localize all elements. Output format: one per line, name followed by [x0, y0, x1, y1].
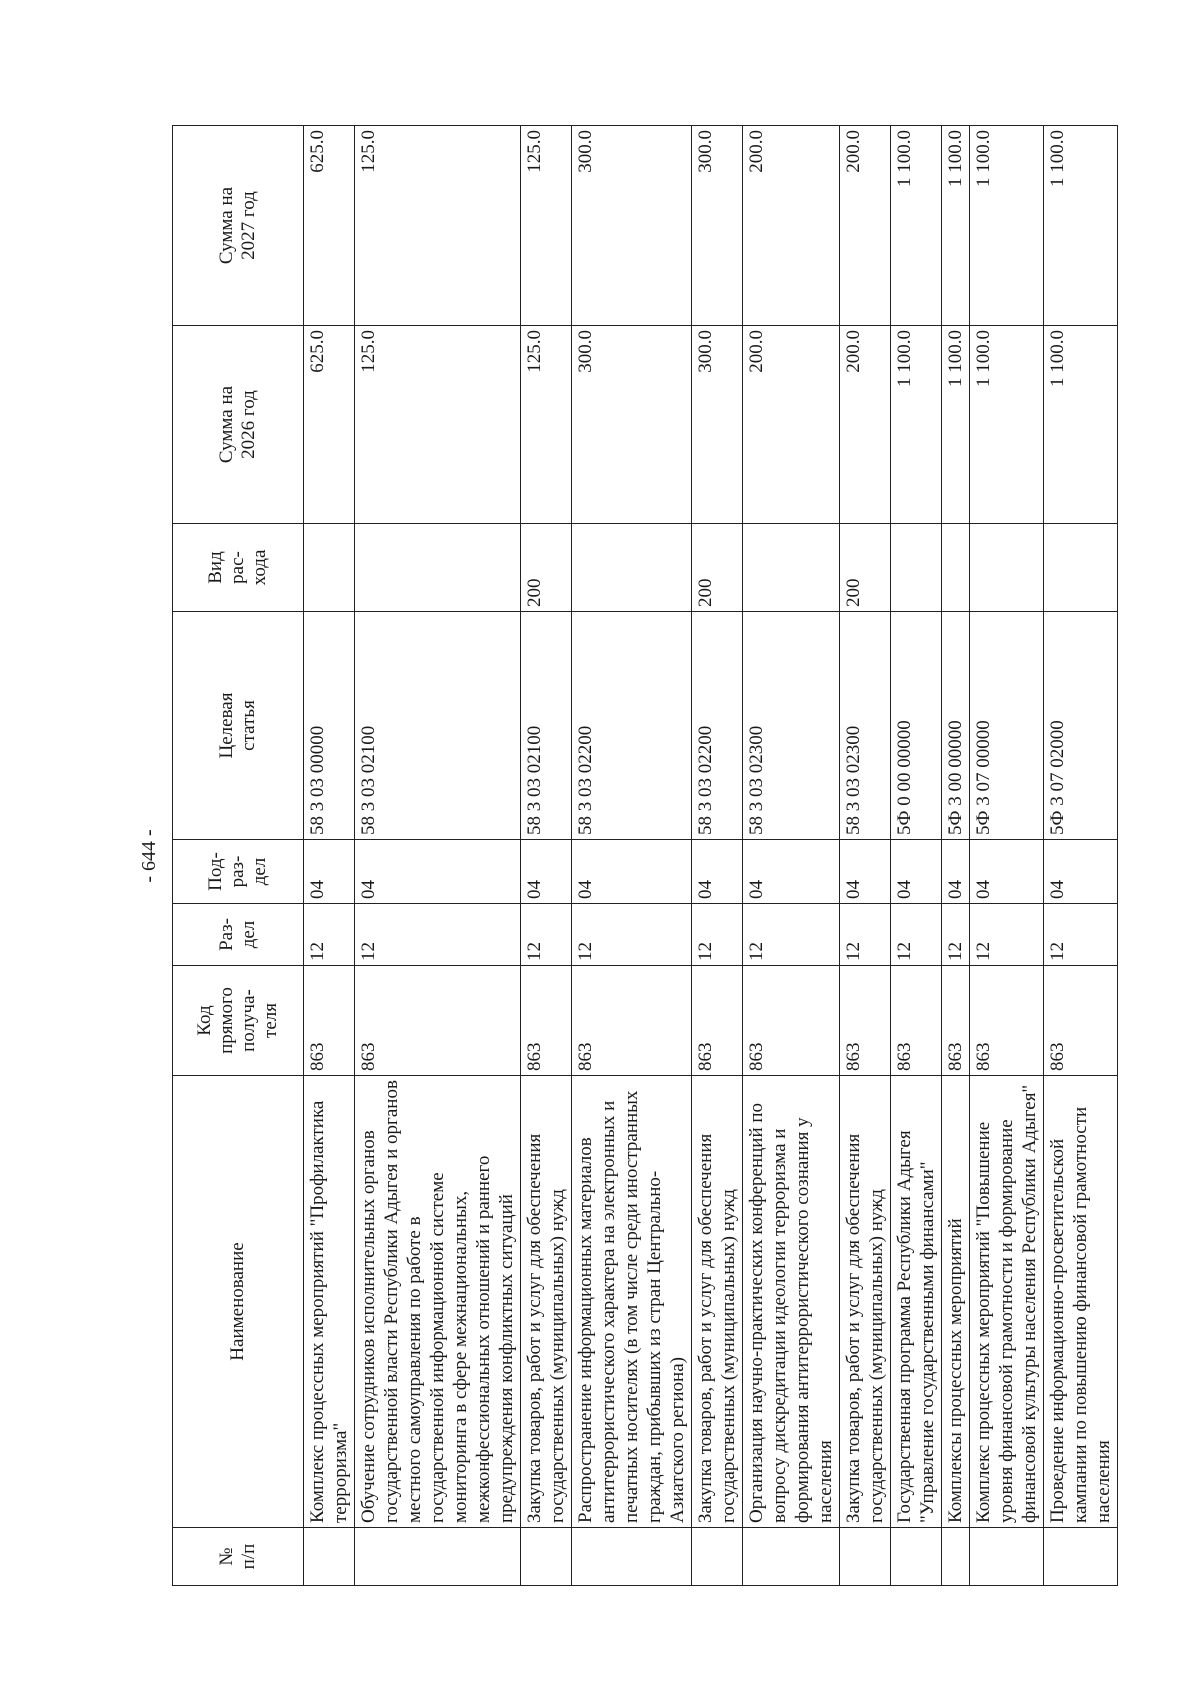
- cell-expense-type: [970, 524, 1044, 612]
- table-row: [840, 126, 891, 1586]
- table-body: [304, 126, 1118, 1586]
- cell-recipient-code: 863: [743, 966, 840, 1076]
- cell-sum-2026: 300.0: [692, 326, 743, 524]
- cell-sum-2026: 1 100.0: [1044, 326, 1118, 524]
- header-line: №: [216, 1547, 237, 1566]
- cell-target-article: 58 3 03 02300: [743, 612, 840, 840]
- cell-section: 12: [942, 904, 970, 966]
- table-row: [942, 126, 970, 1586]
- cell-section: 12: [1044, 904, 1118, 966]
- cell-sum-2027: 125.0: [355, 126, 521, 326]
- cell-name: Закупка товаров, работ и услуг для обеспечения государственных (муниципальных) нужд: [840, 1076, 891, 1528]
- cell-name: Проведение информационно-просветительской кампании по повышению финансовой грамотности населения: [1044, 1076, 1118, 1528]
- header-line: п/п: [238, 1543, 259, 1570]
- cell-sum-2026: 1 100.0: [942, 326, 970, 524]
- cell-section: 12: [743, 904, 840, 966]
- cell-expense-type: 200: [521, 524, 572, 612]
- header-line: Вид: [205, 551, 226, 584]
- header-line: Целевая: [216, 692, 237, 759]
- cell-subsection: 04: [840, 840, 891, 904]
- cell-sum-2027: 1 100.0: [942, 126, 970, 326]
- cell-subsection: 04: [355, 840, 521, 904]
- cell-sum-2027: 625.0: [304, 126, 355, 326]
- header-line: Раз-: [216, 918, 237, 951]
- cell-recipient-code: 863: [1044, 966, 1118, 1076]
- header-subsection: [173, 840, 304, 904]
- cell-expense-type: [743, 524, 840, 612]
- cell-num: [572, 1528, 692, 1586]
- header-sum2027: [173, 126, 304, 326]
- cell-name: Комплексы процессных мероприятий: [942, 1076, 970, 1528]
- table-row: [355, 126, 521, 1586]
- header-line: 2026 год: [238, 390, 259, 459]
- header-num: [173, 1528, 304, 1586]
- cell-sum-2026: 200.0: [743, 326, 840, 524]
- cell-sum-2027: 1 100.0: [1044, 126, 1118, 326]
- cell-target-article: 5Ф 0 00 00000: [891, 612, 942, 840]
- header-line: прямого: [216, 987, 237, 1054]
- header-line: 2027 год: [238, 191, 259, 260]
- cell-sum-2027: 1 100.0: [970, 126, 1044, 326]
- header-line: статья: [238, 700, 259, 751]
- cell-num: [743, 1528, 840, 1586]
- cell-target-article: 5Ф 3 00 00000: [942, 612, 970, 840]
- cell-subsection: 04: [743, 840, 840, 904]
- cell-subsection: 04: [942, 840, 970, 904]
- cell-subsection: 04: [521, 840, 572, 904]
- cell-sum-2026: 1 100.0: [970, 326, 1044, 524]
- cell-section: 12: [692, 904, 743, 966]
- header-line: дел: [238, 920, 259, 949]
- header-line: Сумма на: [216, 186, 237, 265]
- cell-name: Закупка товаров, работ и услуг для обеспечения государственных (муниципальных) нужд: [692, 1076, 743, 1528]
- cell-subsection: 04: [1044, 840, 1118, 904]
- cell-num: [891, 1528, 942, 1586]
- header-line: Код: [194, 1005, 215, 1036]
- cell-sum-2026: 1 100.0: [891, 326, 942, 524]
- cell-target-article: 5Ф 3 07 00000: [970, 612, 1044, 840]
- cell-recipient-code: 863: [304, 966, 355, 1076]
- cell-subsection: 04: [304, 840, 355, 904]
- header-line: Наименование: [227, 1242, 248, 1361]
- cell-expense-type: [355, 524, 521, 612]
- header-name: [173, 1076, 304, 1528]
- cell-sum-2027: 1 100.0: [891, 126, 942, 326]
- cell-num: [692, 1528, 743, 1586]
- cell-sum-2026: 300.0: [572, 326, 692, 524]
- header-line: получа-: [238, 989, 259, 1052]
- cell-name: Комплекс процессных мероприятий "Профилактика терроризма": [304, 1076, 355, 1528]
- cell-target-article: 58 3 03 02100: [521, 612, 572, 840]
- cell-subsection: 04: [970, 840, 1044, 904]
- cell-expense-type: 200: [692, 524, 743, 612]
- cell-subsection: 04: [692, 840, 743, 904]
- cell-name: Обучение сотрудников исполнительных органов государственной власти Республики Адыгея и органов местного самоуправления по работе в государственной информационной системе мониторинга в сфере межнациональных, межконфессиональных отношений и раннего предупреждения конфликтных ситуаций: [355, 1076, 521, 1528]
- cell-section: 12: [355, 904, 521, 966]
- table-row: [743, 126, 840, 1586]
- header-line: Сумма на: [216, 385, 237, 464]
- header-code: [173, 966, 304, 1076]
- cell-recipient-code: 863: [942, 966, 970, 1076]
- table-row: [970, 126, 1044, 1586]
- cell-expense-type: [304, 524, 355, 612]
- table-row: [521, 126, 572, 1586]
- header-exptype: [173, 524, 304, 612]
- cell-sum-2027: 125.0: [521, 126, 572, 326]
- cell-num: [304, 1528, 355, 1586]
- cell-recipient-code: 863: [840, 966, 891, 1076]
- cell-target-article: 58 3 03 02100: [355, 612, 521, 840]
- cell-recipient-code: 863: [572, 966, 692, 1076]
- table-row: [891, 126, 942, 1586]
- cell-target-article: 5Ф 3 07 02000: [1044, 612, 1118, 840]
- table-row: [304, 126, 355, 1586]
- table-row: [572, 126, 692, 1586]
- cell-expense-type: [942, 524, 970, 612]
- cell-section: 12: [891, 904, 942, 966]
- cell-num: [840, 1528, 891, 1586]
- cell-expense-type: 200: [840, 524, 891, 612]
- cell-sum-2026: 125.0: [355, 326, 521, 524]
- budget-table: [172, 125, 1118, 1586]
- cell-recipient-code: 863: [521, 966, 572, 1076]
- cell-target-article: 58 3 03 02200: [692, 612, 743, 840]
- cell-sum-2027: 200.0: [840, 126, 891, 326]
- cell-recipient-code: 863: [970, 966, 1044, 1076]
- cell-name: Закупка товаров, работ и услуг для обеспечения государственных (муниципальных) нужд: [521, 1076, 572, 1528]
- cell-recipient-code: 863: [692, 966, 743, 1076]
- cell-name: Организация научно-практических конференций по вопросу дискредитации идеологии терроризма и формирования антитеррористического сознания у населения: [743, 1076, 840, 1528]
- cell-num: [1044, 1528, 1118, 1586]
- header-line: Под-: [205, 852, 226, 891]
- cell-target-article: 58 3 03 02200: [572, 612, 692, 840]
- cell-subsection: 04: [572, 840, 692, 904]
- table-header-row: [173, 126, 304, 1586]
- cell-section: 12: [572, 904, 692, 966]
- cell-num: [942, 1528, 970, 1586]
- cell-sum-2027: 300.0: [692, 126, 743, 326]
- cell-expense-type: [572, 524, 692, 612]
- cell-name: Распространение информационных материалов антитеррористического характера на электронных и печатных носителях (в том числе среди иностранных граждан, прибывших из стран Центрально-Азиатского региона): [572, 1076, 692, 1528]
- cell-section: 12: [521, 904, 572, 966]
- cell-sum-2027: 300.0: [572, 126, 692, 326]
- header-sum2026: [173, 326, 304, 524]
- cell-name: Государственная программа Республики Адыгея "Управление государственными финансами": [891, 1076, 942, 1528]
- cell-num: [970, 1528, 1044, 1586]
- cell-recipient-code: 863: [355, 966, 521, 1076]
- table-row: [1044, 126, 1118, 1586]
- rotated-page: [122, 126, 1122, 1586]
- page-number: - 644 -: [138, 829, 160, 883]
- cell-sum-2027: 200.0: [743, 126, 840, 326]
- table-row: [692, 126, 743, 1586]
- cell-target-article: 58 3 03 00000: [304, 612, 355, 840]
- cell-sum-2026: 125.0: [521, 326, 572, 524]
- cell-subsection: 04: [891, 840, 942, 904]
- header-line: теля: [260, 1003, 281, 1038]
- cell-section: 12: [970, 904, 1044, 966]
- cell-recipient-code: 863: [891, 966, 942, 1076]
- cell-expense-type: [891, 524, 942, 612]
- cell-sum-2026: 200.0: [840, 326, 891, 524]
- header-target: [173, 612, 304, 840]
- cell-target-article: 58 3 03 02300: [840, 612, 891, 840]
- header-line: рас-: [227, 551, 248, 584]
- cell-name: Комплекс процессных мероприятий "Повышение уровня финансовой грамотности и формирование финансовой культуры населения Республики Адыгея": [970, 1076, 1044, 1528]
- header-line: раз-: [227, 855, 248, 888]
- cell-section: 12: [304, 904, 355, 966]
- header-line: дел: [249, 857, 270, 886]
- cell-sum-2026: 625.0: [304, 326, 355, 524]
- cell-expense-type: [1044, 524, 1118, 612]
- cell-num: [521, 1528, 572, 1586]
- header-line: хода: [249, 549, 270, 586]
- cell-section: 12: [840, 904, 891, 966]
- cell-num: [355, 1528, 521, 1586]
- header-section: [173, 904, 304, 966]
